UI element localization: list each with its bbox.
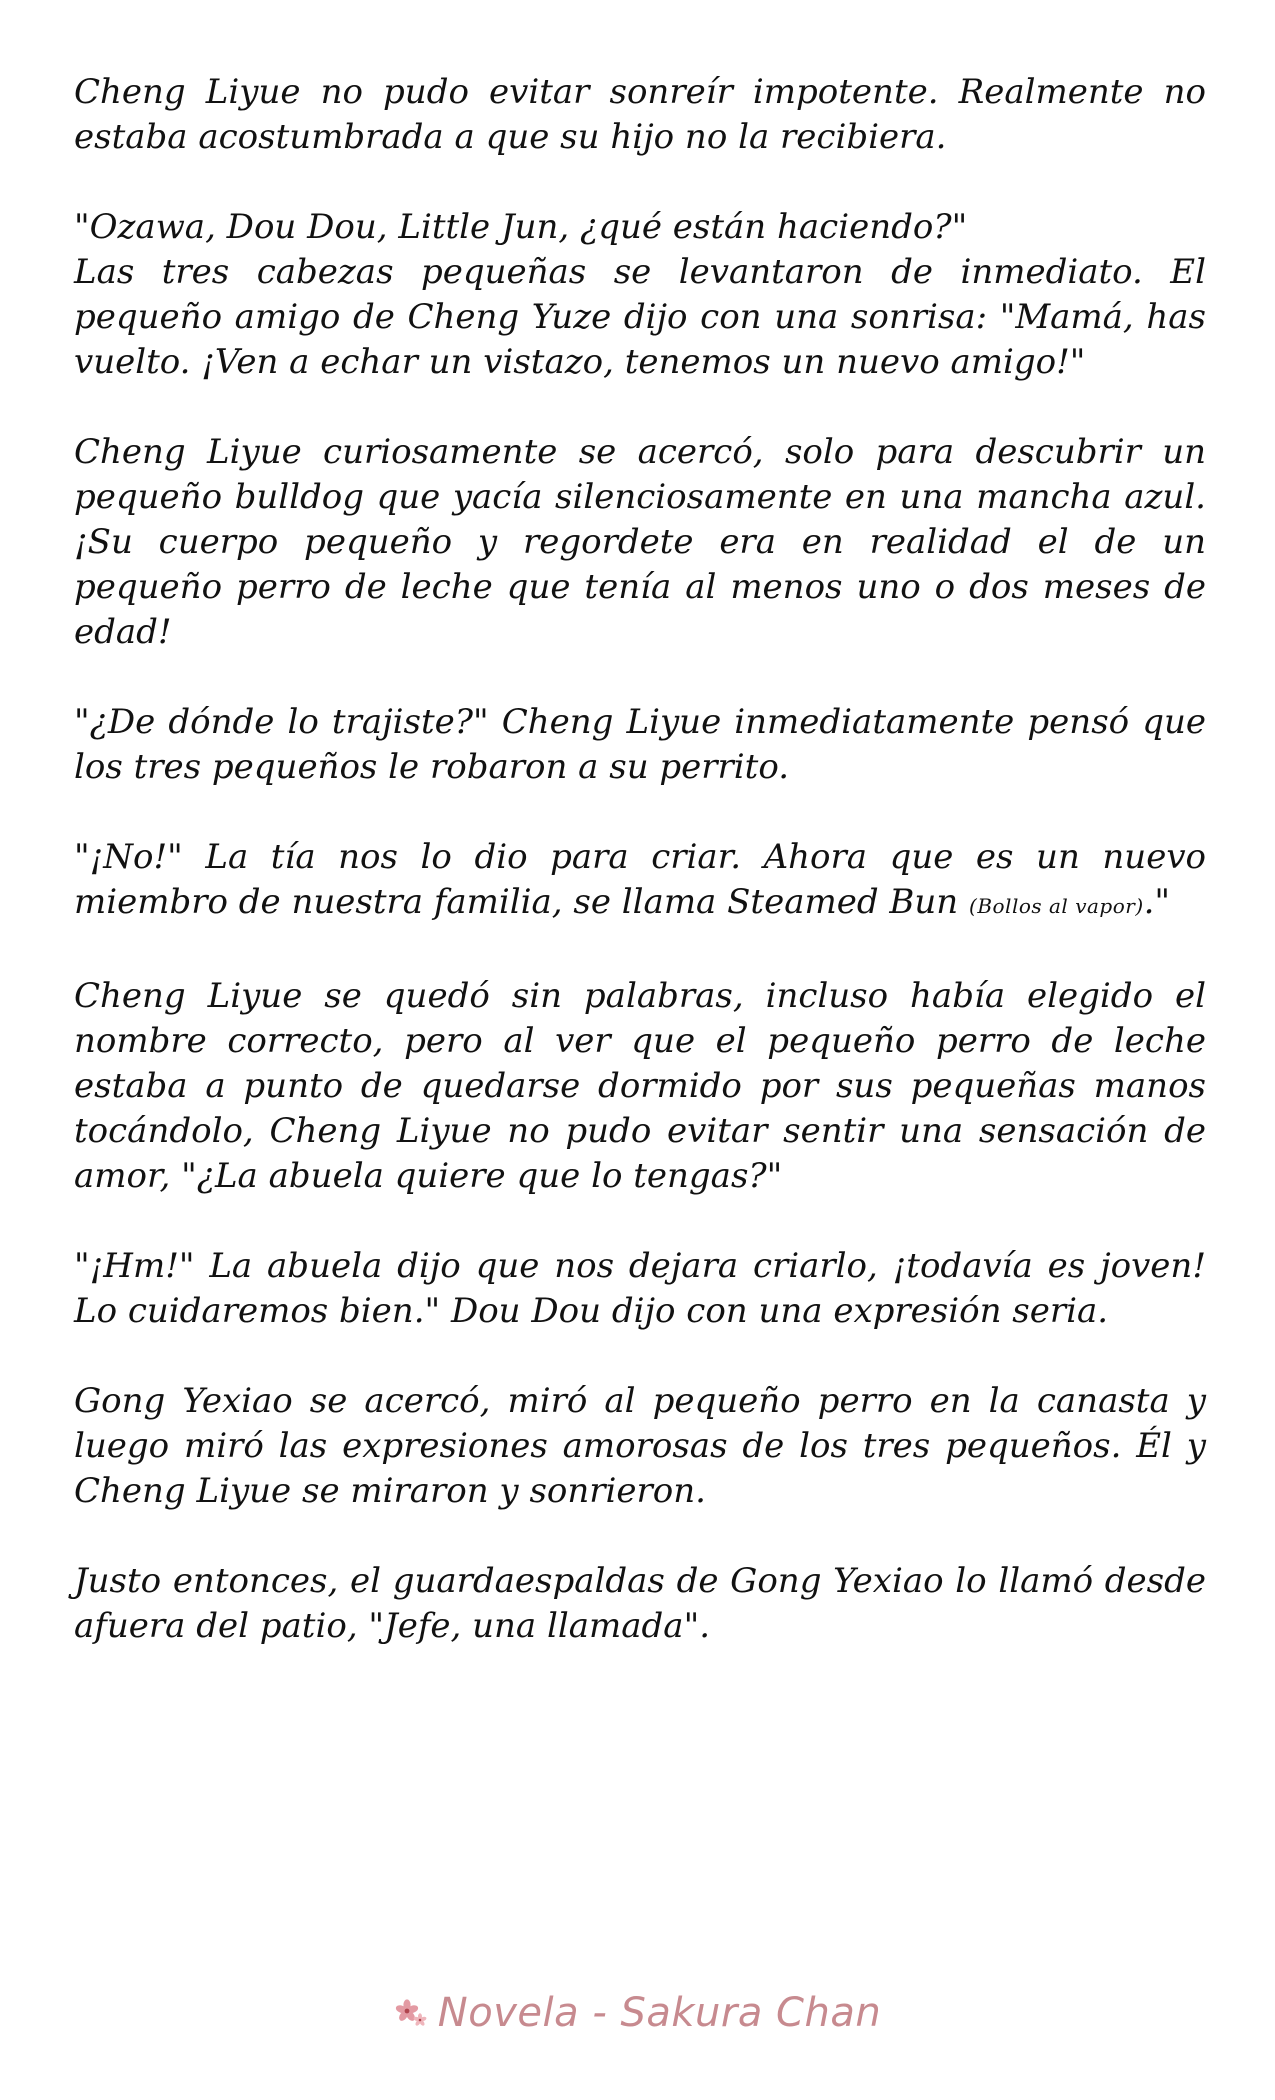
footer-text: Novela - Sakura Chan <box>437 1990 882 2036</box>
paragraph-7: "¡Hm!" La abuela dijo que nos dejara criarlo, ¡todavía es joven! Lo cuidaremos bien." Dou Dou dijo con una expresión seria. <box>74 1246 1206 1331</box>
paragraph-5-note: (Bollos al vapor) <box>969 894 1144 918</box>
paragraph-8: Gong Yexiao se acercó, miró al pequeño perro en la canasta y luego miró las expresiones amorosas de los tres pequeños. Él y Cheng Liyue se miraron y sonrieron. <box>74 1381 1206 1511</box>
paragraph-5-main: "¡No!" La tía nos lo dio para criar. Ahora que es un nuevo miembro de nuestra familia, se llama Steamed Bun <box>74 837 1206 922</box>
paragraph-2 <box>74 205 1206 385</box>
paragraph-2-line-2: Las tres cabezas pequeñas se levantaron de inmediato. El pequeño amigo de Cheng Yuze dijo con una sonrisa: "Mamá, has vuelto. ¡Ven a echar un vistazo, tenemos un nuevo amigo!" <box>74 252 1206 382</box>
document-body <box>74 70 1206 1694</box>
paragraph-3: Cheng Liyue curiosamente se acercó, solo para descubrir un pequeño bulldog que yacía silenciosamente en una mancha azul. ¡Su cuerpo pequeño y regordete era en realidad el de un pequeño perro de leche que tenía al menos uno o dos meses de edad! <box>74 432 1206 652</box>
footer-watermark <box>0 1990 1275 2036</box>
paragraph-2-line-1: "Ozawa, Dou Dou, Little Jun, ¿qué están haciendo?" <box>74 207 968 247</box>
paragraph-4: "¿De dónde lo trajiste?" Cheng Liyue inmediatamente pensó que los tres pequeños le robaron a su perrito. <box>74 702 1206 787</box>
paragraph-9: Justo entonces, el guardaespaldas de Gong Yexiao lo llamó desde afuera del patio, "Jefe, una llamada". <box>74 1561 1206 1646</box>
paragraph-5 <box>74 835 1206 929</box>
sakura-flower-icon <box>394 1996 428 2030</box>
paragraph-1: Cheng Liyue no pudo evitar sonreír impotente. Realmente no estaba acostumbrada a que su hijo no la recibiera. <box>74 72 1206 157</box>
paragraph-5-end: ." <box>1143 882 1171 922</box>
paragraph-6: Cheng Liyue se quedó sin palabras, incluso había elegido el nombre correcto, pero al ver que el pequeño perro de leche estaba a punto de quedarse dormido por sus pequeñas manos tocándolo, Cheng Liyue no pudo evitar sentir una sensación de amor, "¿La abuela quiere que lo tengas?" <box>74 976 1206 1196</box>
